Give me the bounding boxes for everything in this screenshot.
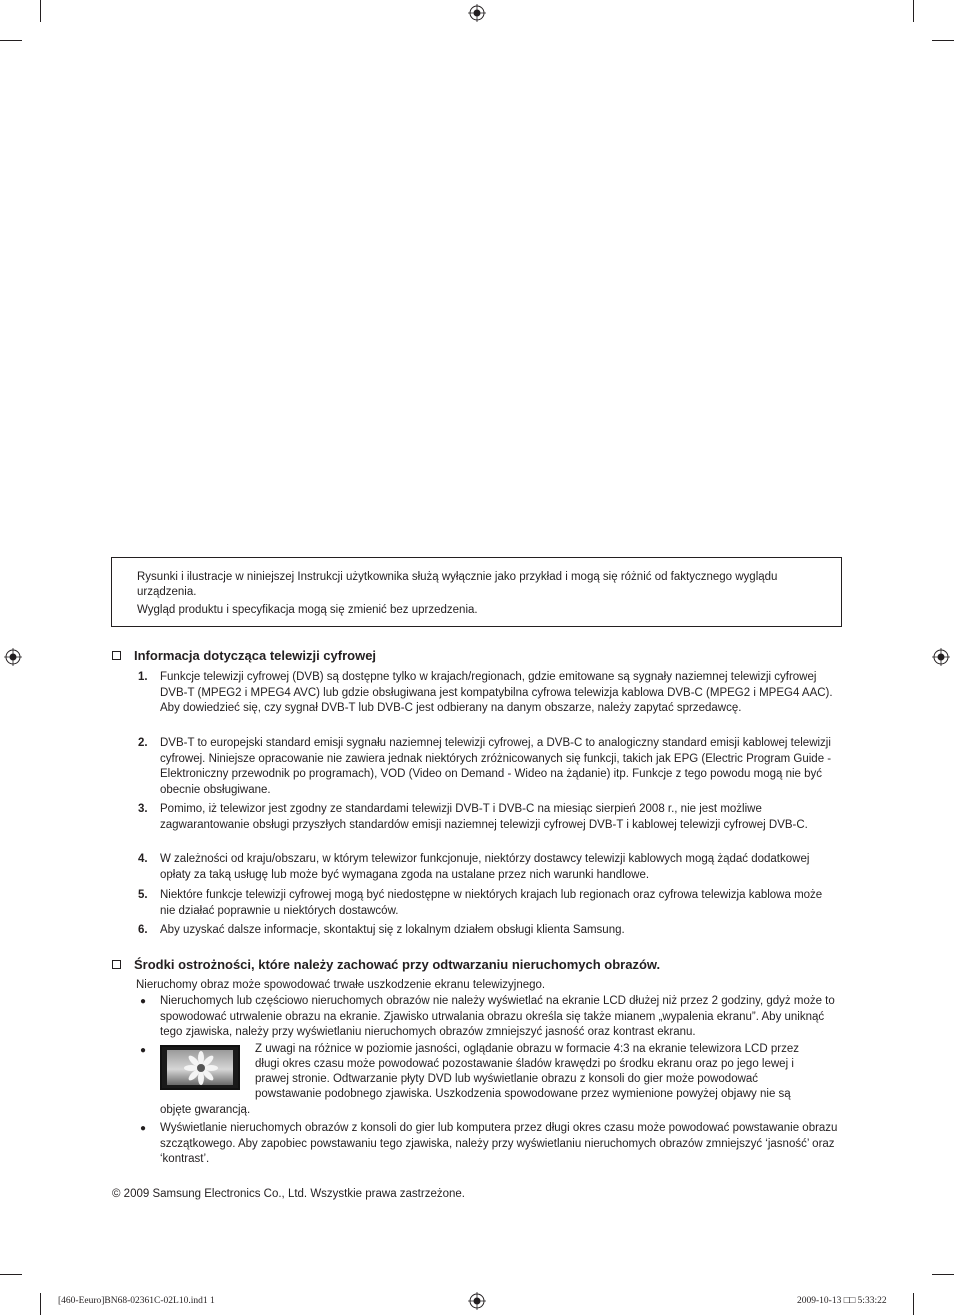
crop-mark [40, 0, 41, 22]
list-text: Pomimo, iż telewizor jest zgodny ze standardami telewizji DVB-T i DVB-C na miesiąc sierpień 2008 r., nie jest możliwe zagwarantowanie obsługi przyszłych standardów emisji naziemnej telewizji cyfrowej DVB-T i kablowej telewizji cyfrowej DVB-C. [160, 803, 808, 831]
list-text: Aby uzyskać dalsze informacje, skontaktuj się z lokalnym działem obsługi klienta Samsung. [160, 924, 625, 936]
registration-mark-icon [4, 648, 22, 666]
checkbox-icon [112, 960, 121, 969]
list-number: 4. [138, 853, 148, 865]
list-number: 1. [138, 671, 148, 683]
bullet-text-line: objęte gwarancją. [160, 1104, 251, 1116]
list-text: W zależności od kraju/obszaru, w którym telewizor funkcjonuje, niektórzy dostawcy telewizji kablowych mogą żądać dodatkowej opłaty za taką usługę lub może być wymagana zgoda na ustalane przez nich warunki handlowe. [160, 853, 810, 881]
screen-thumbnail-image [160, 1045, 240, 1090]
bullet-text: Nieruchomych lub częściowo nieruchomych obrazów nie należy wyświetlać na ekranie LCD dłużej niż przez 2 godziny, gdyż może to spowodować utrwalenie obrazu na ekranie. Zjawisko utrwalania obrazu określa się także mianem „wypalenia ekranu”. Aby uniknąć tego zjawiska, należy przy wyświetlaniu nieruchomych obrazów zmniejszyć jasność oraz kontrast ekranu. [160, 995, 835, 1038]
registration-mark-icon [932, 648, 950, 666]
registration-mark-icon [468, 1292, 486, 1310]
registration-mark-icon [468, 4, 486, 22]
print-timestamp: 2009-10-13 □□ 5:33:22 [797, 1296, 887, 1306]
crop-mark [932, 1274, 954, 1275]
list-item [138, 852, 838, 883]
crop-mark [0, 1274, 22, 1275]
section-heading [112, 957, 660, 972]
crop-mark [913, 1293, 914, 1315]
list-text: Niektóre funkcje telewizji cyfrowej mogą być niedostępne w niektórych krajach lub regionach oraz cyfrowa telewizja kablowa może nie działać poprawnie u niektórych dostawców. [160, 889, 823, 917]
bullet-icon: ● [140, 1123, 147, 1134]
bullet-text: Wyświetlanie nieruchomych obrazów z konsoli do gier lub komputera przez długi okres czasu może powodować powstawanie obrazu szczątkowego. Aby zapobiec powstawaniu tego zjawiska, należy przy wyświetlaniu nieruchomych obrazów zmniejszyć ‘jasność’ oraz ‘kontrast’. [160, 1122, 838, 1165]
notice-line: Rysunki i ilustracje w niniejszej Instrukcji użytkownika służą wyłącznie jako przykład i mogą się różnić od faktycznego wyglądu urządzenia. [137, 571, 778, 598]
crop-mark [0, 40, 22, 41]
bullet-text-line: długi okres czasu może powodować pozostawanie śladów krawędzi po środku ekranu oraz po jego lewej i [255, 1058, 794, 1070]
print-file-name: [460-Eeuro]BN68-02361C-02L10.ind1 1 [58, 1296, 215, 1306]
list-number: 2. [138, 737, 148, 749]
notice-line: Wygląd produktu i specyfikacja mogą się zmienić bez uprzedzenia. [137, 604, 478, 616]
notice-box [111, 557, 842, 627]
bullet-text-line: powstawanie podobnego zjawiska. Uszkodzenia spowodowane przez wymienione powyżej objawy nie są [255, 1088, 791, 1100]
bullet-item [138, 994, 843, 1041]
list-item [138, 923, 838, 939]
heading-text: Środki ostrożności, które należy zachować przy odtwarzaniu nieruchomych obrazów. [134, 957, 661, 972]
checkbox-icon [112, 651, 121, 660]
list-number: 6. [138, 924, 148, 936]
flower-icon [184, 1051, 218, 1085]
list-item [138, 802, 838, 833]
bullet-text-line: prawej stronie. Odtwarzanie płyty DVD lub wyświetlanie obrazu z konsoli do gier może powodować [255, 1073, 759, 1085]
list-number: 5. [138, 889, 148, 901]
list-item [138, 670, 838, 717]
list-text: DVB-T to europejski standard emisji sygnału naziemnej telewizji cyfrowej, a DVB-C to analogiczny standard emisji kablowej telewizji cyfrowej. Niniejsze opracowanie nie zawiera jednak niektórych zróżnicowanych się funkcji, takich jak EPG (Electric Program Guide - Elektroniczny przewodnik po programach), VOD (Video on Demand - Wideo na żądanie) itp. Funkcje z tego powodu mogą nie być obecnie obsługiwane. [160, 737, 832, 796]
heading-text: Informacja dotycząca telewizji cyfrowej [134, 648, 377, 663]
copyright-text: © 2009 Samsung Electronics Co., Ltd. Wszystkie prawa zastrzeżone. [112, 1188, 465, 1200]
list-item [138, 888, 838, 919]
list-item [138, 736, 838, 798]
crop-mark [932, 40, 954, 41]
crop-mark [913, 0, 914, 22]
bullet-text-line: Z uwagi na różnice w poziomie jasności, oglądanie obrazu w formacie 4:3 na ekranie telewizora LCD przez [255, 1043, 799, 1055]
list-text: Funkcje telewizji cyfrowej (DVB) są dostępne tylko w krajach/regionach, gdzie emitowane są sygnały naziemnej telewizji cyfrowej DVB-T (MPEG2 i MPEG4 AVC) lub gdzie obsługiwana jest kompatybilna cyfrowa telewizja kablowa DVB-C (MPEG2 i MPEG4 AAC). Aby dowiedzieć się, czy sygnał DVB-T lub DVB-C jest odbierany na danym obszarze, należy zapytać sprzedawcę. [160, 671, 833, 714]
list-number: 3. [138, 803, 148, 815]
bullet-item [138, 1121, 843, 1168]
bullet-icon: ● [140, 996, 147, 1007]
intro-text: Nieruchomy obraz może spowodować trwałe uszkodzenie ekranu telewizyjnego. [136, 979, 546, 991]
section-heading [112, 648, 376, 663]
crop-mark [40, 1293, 41, 1315]
bullet-icon: ● [140, 1045, 147, 1056]
